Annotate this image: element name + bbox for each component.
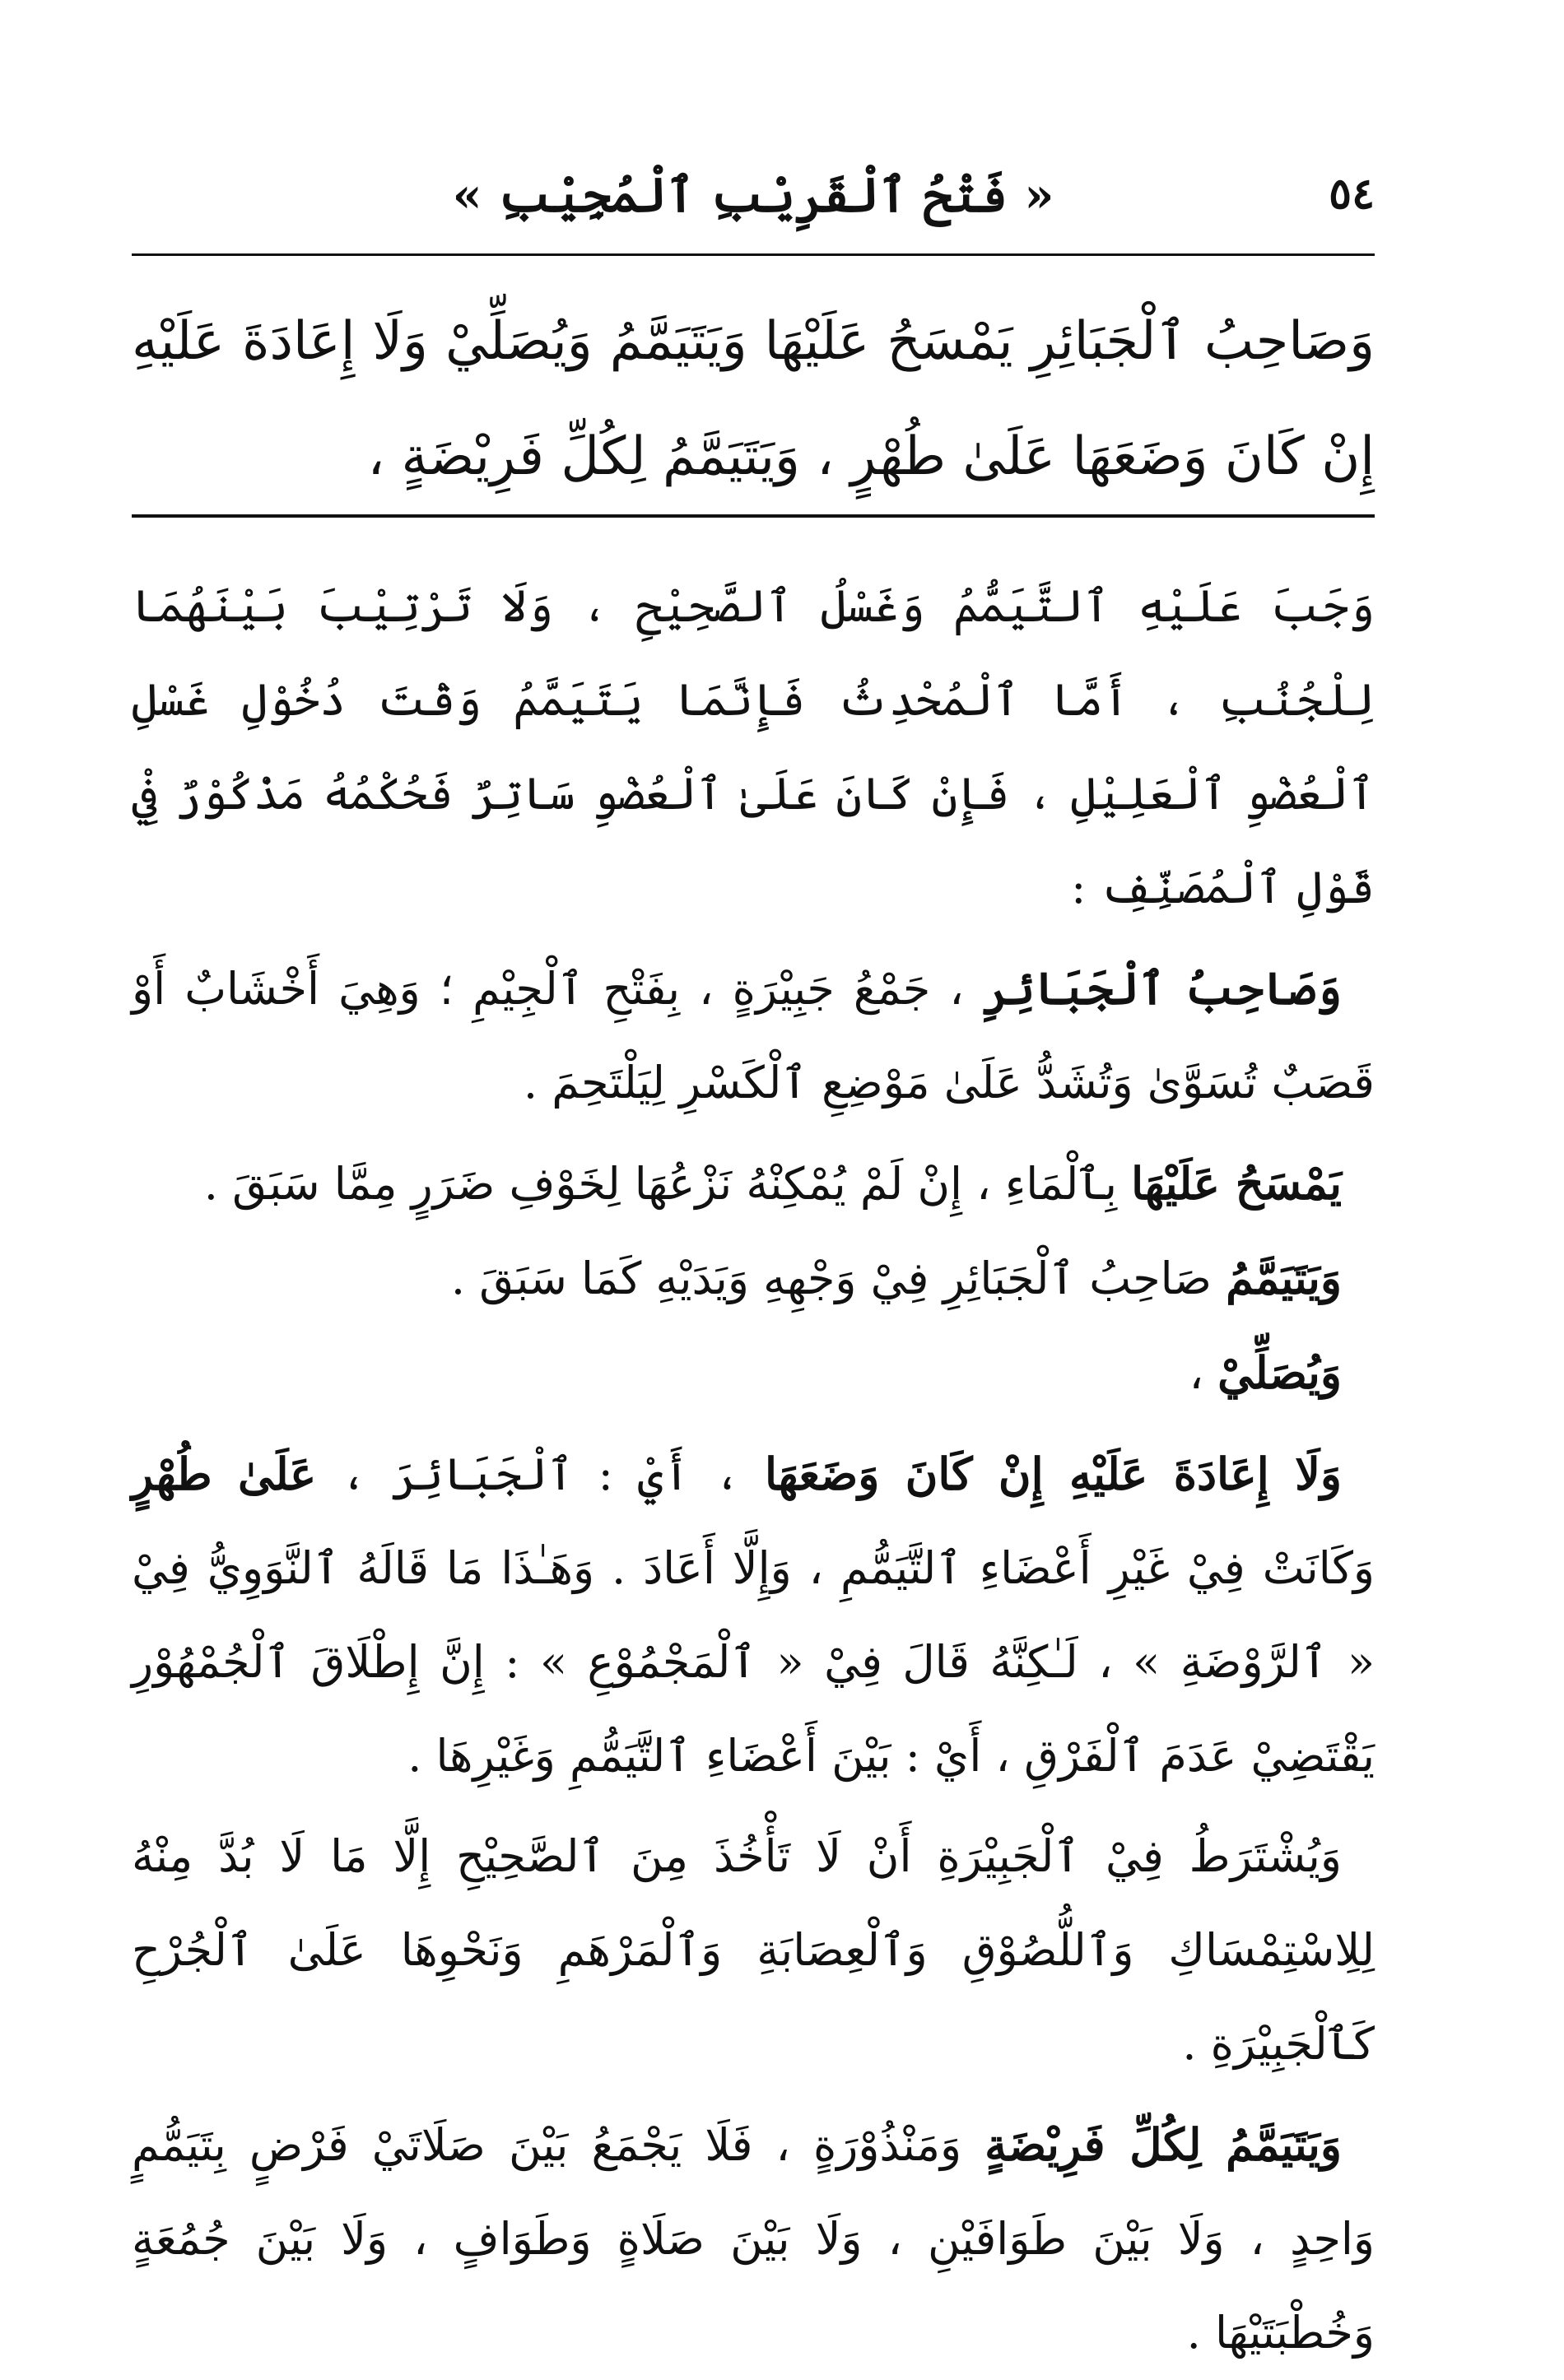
commentary-paragraph	[132, 1231, 1375, 1326]
page-number: ٥٤	[1329, 169, 1375, 219]
matn-block	[132, 284, 1375, 514]
commentary-text: وَكَانَتْ فِيْ غَيْرِ أَعْضَاءِ ٱلتَّيَمُّمِ ، وَإِلَّا أَعَادَ . وَهَـٰذَا مَا قَالَهُ ٱلنَّوَوِيُّ فِيْ « ٱلرَّوْضَةِ » ، لَـٰكِنَّهُ قَالَ فِيْ « ٱلْمَجْمُوْعِ » : إِنَّ إِطْلَاقَ ٱلْجُمْهُوْرِ يَقْتَضِيْ عَدَمَ ٱلْفَرْقِ ، أَيْ : بَيْنَ أَعْضَاءِ ٱلتَّيَمُّمِ وَغَيْرِهَا .	[132, 1542, 1375, 1782]
commentary-block	[132, 560, 1375, 2359]
header-divider	[132, 253, 1375, 256]
commentary-text: ، جَمْعُ جَبِيْرَةٍ ، بِفَتْحِ ٱلْجِيْمِ ؛ وَهِيَ أَخْشَابٌ أَوْ قَصَبٌ تُسَوَّىٰ وَتُشَدُّ عَلَىٰ مَوْضِعِ ٱلْكَسْرِ لِيَلْتَحِمَ .	[132, 963, 1375, 1109]
matn-quote: وَلَا إِعَادَةَ عَلَيْهِ إِنْ كَانَ وَضَعَهَا	[764, 1448, 1342, 1500]
commentary-paragraph: وَيُشْتَرَطُ فِيْ ٱلْجَبِيْرَةِ أَنْ لَا تَأْخُذَ مِنَ ٱلصَّحِيْحِ إِلَّا مَا لَا بُدَّ مِنْهُ لِلِاسْتِمْسَاكِ وَٱللُّصُوْقِ وَٱلْعِصَابَةِ وَٱلْمَرْهَمِ وَنَحْوِهَا عَلَىٰ ٱلْجُرْحِ كَٱلْجَبِيْرَةِ .	[132, 1830, 1375, 2070]
matn-quote: عَلَىٰ طُهْرٍ	[132, 1448, 317, 1500]
matn-text: وَصَاحِبُ ٱلْجَبَائِرِ يَمْسَحُ عَلَيْهَا وَيَتَيَمَّمُ وَيُصَلِّيْ وَلَا إِعَادَةَ عَلَيْهِ إِنْ كَانَ وَضَعَهَا عَلَىٰ طُهْرٍ ، وَيَتَيَمَّمُ لِكُلِّ فَرِيْضَةٍ ،	[132, 311, 1375, 487]
commentary-paragraph	[132, 1137, 1375, 1231]
book-title: « فَتْحُ ٱلْقَرِيْبِ ٱلْمُجِيْبِ »	[452, 167, 1054, 223]
commentary-paragraph	[132, 941, 1375, 1130]
commentary-text: بِٱلْمَاءِ ، إِنْ لَمْ يُمْكِنْهُ نَزْعُهَا لِخَوْفِ ضَرَرٍ مِمَّا سَبَقَ .	[203, 1158, 1132, 1210]
commentary-text: وَمَنْذُوْرَةٍ ، فَلَا يَجْمَعُ بَيْنَ صَلَاتَيْ فَرْضٍ بِتَيَمُّمٍ وَاحِدٍ ، وَلَا بَيْنَ طَوَافَيْنِ ، وَلَا بَيْنَ صَلَاةٍ وَطَوَافٍ ، وَلَا بَيْنَ جُمُعَةٍ وَخُطْبَتَيْهَا .	[132, 2119, 1375, 2359]
commentary-paragraph	[132, 1427, 1375, 1803]
commentary-paragraph	[132, 1326, 1375, 1420]
running-header	[132, 152, 1375, 251]
matn-quote: يَمْسَحُ عَلَيْهَا	[1131, 1157, 1342, 1210]
matn-quote: وَيَتَيَمَّمُ	[1226, 1252, 1342, 1304]
commentary-paragraph: وَجَبَ عَلَيْهِ ٱلتَّيَمُّمُ وَغَسْلُ ٱلصَّحِيْحِ ، وَلَا تَرْتِيْبَ بَيْنَهُمَا لِلْجُنُبِ ، أَمَّا ٱلْمُحْدِثُ فَإِنَّمَا يَتَيَمَّمُ وَقْتَ دُخُوْلِ غَسْلِ ٱلْعُضْوِ ٱلْعَلِيْلِ ، فَإِنْ كَانَ عَلَىٰ ٱلْعُضْوِ سَاتِرٌ فَحُكْمُهُ مَذْكُوْرٌ فِيْ قَوْلِ ٱلْمُصَنِّفِ :	[132, 580, 1375, 913]
matn-quote: وَيُصَلِّيْ	[1217, 1346, 1342, 1399]
commentary-text: ،	[1189, 1347, 1218, 1399]
commentary-text: صَاحِبُ ٱلْجَبَائِرِ فِيْ وَجْهِهِ وَيَدَيْهِ كَمَا سَبَقَ .	[450, 1253, 1227, 1304]
commentary-paragraph	[132, 2098, 1375, 2380]
matn-divider	[132, 514, 1375, 518]
matn-quote: وَيَتَيَمَّمُ لِكُلِّ فَرِيْضَةٍ	[984, 2118, 1342, 2171]
matn-quote: وَصَاحِبُ ٱلْجَبَائِرِ	[982, 962, 1342, 1015]
commentary-text: ، أَيْ : ٱلْجَبَائِرَ ،	[316, 1448, 765, 1500]
